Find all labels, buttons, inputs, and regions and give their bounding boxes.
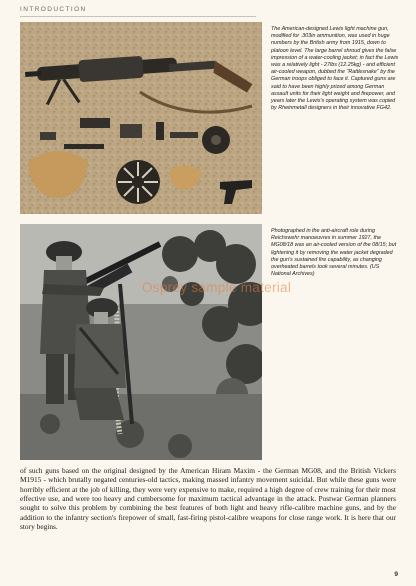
page-number: 9 — [394, 571, 398, 578]
header-rule — [20, 16, 256, 17]
mg08-caption: Photographed in the anti-aircraft role during Reichswehr manoeuvres in summer 1927, the MG08/18 was an air-cooled version of the 08/15; but lightening it by removing the water jacket degraded the gun's sustained fire capability, as changing overheated barrels took several minutes. (US National Archives) — [271, 228, 397, 278]
section-header: INTRODUCTION — [20, 6, 87, 13]
watermark: Osprey sample material — [142, 280, 292, 295]
lewis-gun-photo — [20, 22, 262, 214]
body-text: of such guns based on the original designed by the American Hiram Maxim - the German MG08, and the British Vickers M1915 - which brutally negated centuries-old tactics, making massed infantry movement suicidal. But while these guns were horribly efficient at the job of killing, they were very expensive to make, required a high degree of crew training for their most effective use, and were too heavy and cumbersome for maximum tactical advantage in the attack. Postwar German planners sought to solve this problem by combining the best features of both light and heavy rifle-calibre machine guns, and by the addition to the infantry section's firepower of small, fast-firing pistol-calibre weapons for close range work. It is here that our story begins. — [20, 466, 396, 532]
mg08-photo — [20, 224, 262, 460]
lewis-gun-caption: The American-designed Lewis light machine gun, modified for .303in ammunition, was used in huge numbers by the British army from 1915, down to platoon level. The large barrel shroud gives the false impression of a water-cooling jacket; in fact the Lewis was a relatively light - 27lbs (12.25kg) - and efficient air-cooled weapon, dubbed the "Rattlesnake" by the German troops obliged to face it. Captured guns are said to have been highly prized among German assault units for their light weight and firepower, and years later the Lewis's operating system was copied by Rheinmetall designers in their innovative FG42. — [271, 26, 399, 112]
